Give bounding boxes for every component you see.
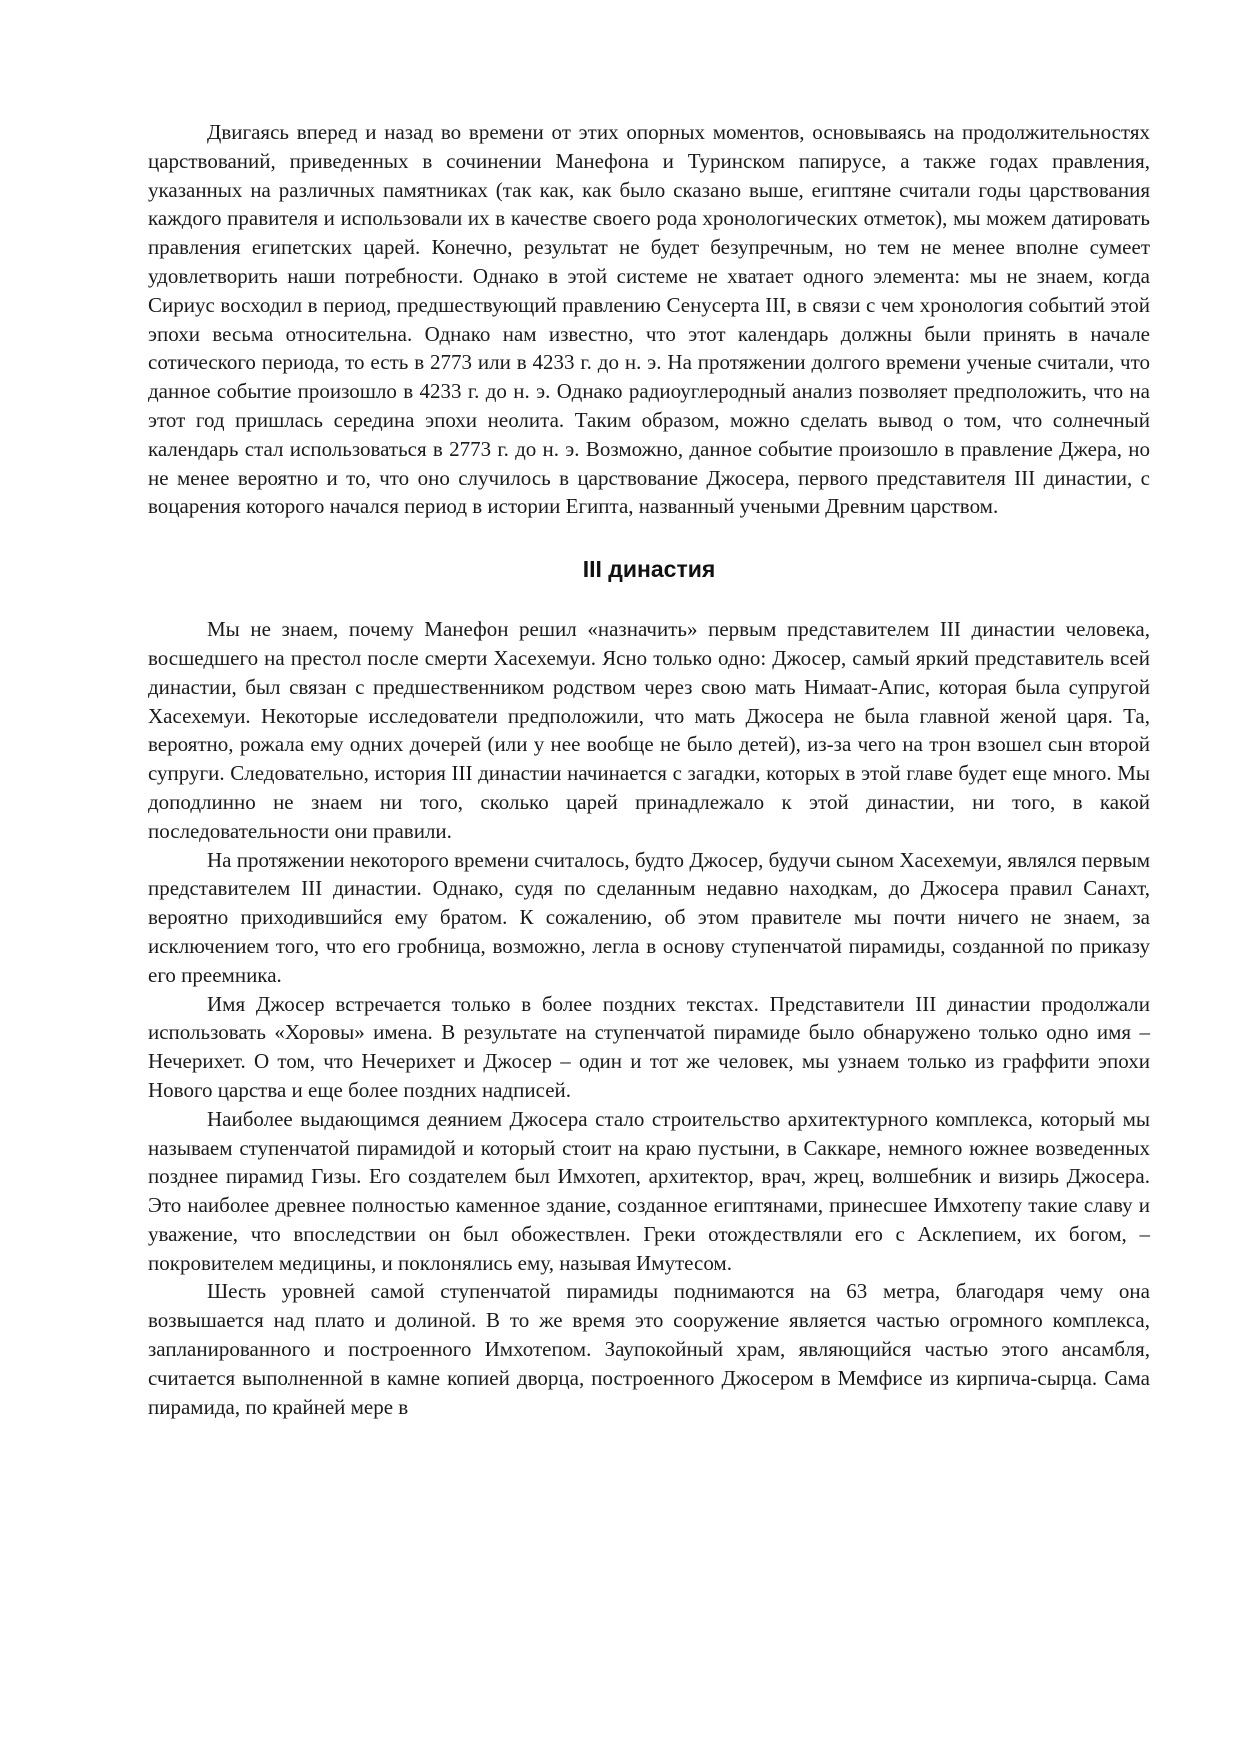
body-paragraph: Мы не знаем, почему Манефон решил «назначить» первым представителем III династии человека, восшедшего на престол после смерти Хасехемуи. Ясно только одно: Джосер, самый яркий представитель всей династии, был связан с предшественником родством через свою мать Нимаат-Апис, которая была супругой Хасехемуи. Некоторые исследователи предположили, что мать Джосера не была главной женой царя. Та, вероятно, рожала ему одних дочерей (или у нее вообще не было детей), из-за чего на трон взошел сын второй супруги. Следовательно, история III династии начинается с загадки, которых в этой главе будет еще много. Мы доподлинно не знаем ни того, сколько царей принадлежало к этой династии, ни того, в какой последовательности они правили.	[148, 617, 1150, 843]
body-paragraph: Наиболее выдающимся деянием Джосера стало строительство архитектурного комплекса, который мы называем ступенчатой пирамидой и который стоит на краю пустыни, в Саккаре, немного южнее возведенных позднее пирамид Гизы. Его создателем был Имхотеп, архитектор, врач, жрец, волшебник и визирь Джосера. Это наиболее древнее полностью каменное здание, созданное египтянами, принесшее Имхотепу такие славу и уважение, что впоследствии он был обожествлен. Греки отождествляли его с Асклепием, их богом, – покровителем медицины, и поклонялись ему, называя Имутесом.	[148, 1106, 1150, 1275]
body-paragraph: Имя Джосер встречается только в более поздних текстах. Представители III династии продолжали использовать «Хоровы» имена. В результате на ступенчатой пирамиде было обнаружено только одно имя – Нечерихет. О том, что Нечерихет и Джосер – один и тот же человек, мы узнаем только из граффити эпохи Нового царства и еще более поздних надписей.	[148, 991, 1150, 1102]
body-paragraph: На протяжении некоторого времени считалось, будто Джосер, будучи сыном Хасехемуи, являлся первым представителем III династии. Однако, судя по сделанным недавно находкам, до Джосера правил Санахт, вероятно приходившийся ему братом. К сожалению, об этом правителе мы почти ничего не знаем, за исключением того, что его гробница, возможно, легла в основу ступенчатой пирамиды, созданной по приказу его преемника.	[148, 847, 1150, 987]
document-page	[148, 118, 1150, 1421]
body-paragraph: Шесть уровней самой ступенчатой пирамиды поднимаются на 63 метра, благодаря чему она возвышается над плато и долиной. В то же время это сооружение является частью огромного комплекса, запланированного и построенного Имхотепом. Заупокойный храм, являющийся частью этого ансамбля, считается выполненной в камне копией дворца, построенного Джосером в Мемфисе из кирпича-сырца. Сама пирамида, по крайней мере в	[148, 1279, 1150, 1419]
section-heading: III династия	[582, 556, 716, 583]
intro-paragraph: Двигаясь вперед и назад во времени от этих опорных моментов, основываясь на продолжительностях царствований, приведенных в сочинении Манефона и Туринском папирусе, а также годах правления, указанных на различных памятниках (так как, как было сказано выше, египтяне считали годы царствования каждого правителя и использовали их в качестве своего рода хронологических отметок), мы можем датировать правления египетских царей. Конечно, результат не будет безупречным, но тем не менее вполне сумеет удовлетворить наши потребности. Однако в этой системе не хватает одного элемента: мы не знаем, когда Сириус восходил в период, предшествующий правлению Сенусерта III, в связи с чем хронология событий этой эпохи весьма относительна. Однако нам известно, что этот календарь должны были принять в начале сотического периода, то есть в 2773 или в 4233 г. до н. э. На протяжении долгого времени ученые считали, что данное событие произошло в 4233 г. до н. э. Однако радиоуглеродный анализ позволяет предположить, что на этот год пришлась середина эпохи неолита. Таким образом, можно сделать вывод о том, что солнечный календарь стал использоваться в 2773 г. до н. э. Возможно, данное событие произошло в правление Джера, но не менее вероятно и то, что оно случилось в царствование Джосера, первого представителя III династии, с воцарения которого начался период в истории Египта, названный учеными Древним царством.	[148, 120, 1150, 519]
